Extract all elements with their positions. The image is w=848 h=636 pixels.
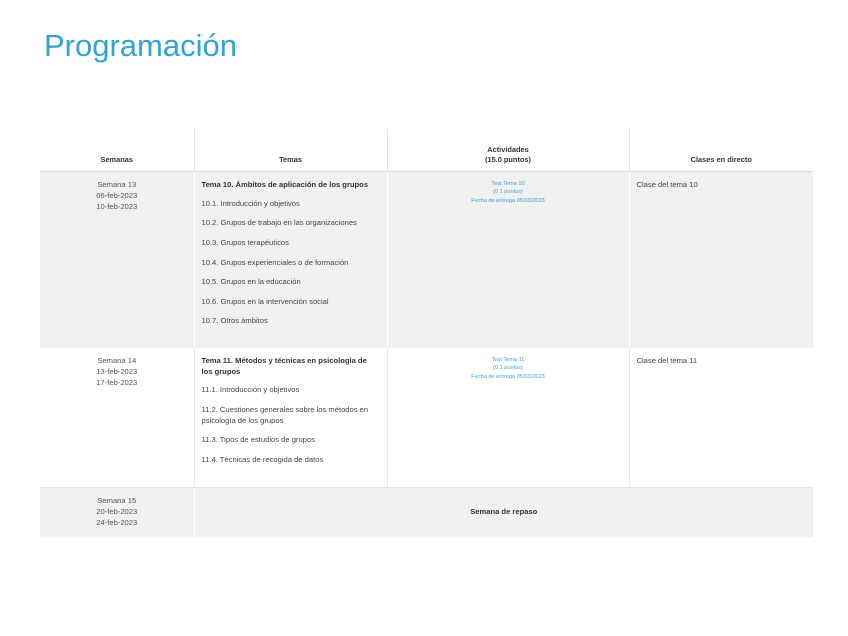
week-start-date: 13-feb-2023 — [96, 366, 138, 376]
table-row — [40, 488, 813, 538]
live-class-label: Clase del tema 11 — [636, 356, 698, 365]
header-live-classes: Clases en directo — [629, 129, 813, 172]
subtopic-item: 10.1. Introducción y objetivos — [201, 198, 300, 208]
review-week-cell: Semana de repaso — [194, 488, 813, 538]
topic-cell — [194, 172, 387, 349]
subtopic-item: 10.3. Grupos terapéuticos — [201, 237, 289, 247]
activity-due-date: Fecha de entrega 05/03/2023 — [471, 197, 545, 204]
table-row — [40, 172, 813, 349]
week-label: Semana 15 — [97, 496, 137, 505]
topic-cell — [194, 348, 387, 488]
topic-title: Tema 11. Métodos y técnicas en psicología de los grupos — [201, 356, 367, 376]
subtopic-item: 11.1. Introducción y objetivos — [201, 385, 300, 395]
activity-due-date: Fecha de entrega 05/03/2023 — [471, 373, 545, 380]
subtopic-item: 10.6. Grupos en la intervención social — [201, 296, 329, 306]
header-activities-label: Actividades — [487, 145, 529, 155]
week-start-date: 20-feb-2023 — [96, 506, 138, 516]
page-title: Programación — [44, 28, 237, 63]
subtopic-item: 11.4. Técnicas de recogida de datos — [201, 454, 324, 464]
subtopic-item: 11.3. Tipos de estudios de grupos — [201, 435, 315, 445]
week-end-date: 17-feb-2023 — [96, 377, 138, 387]
week-end-date: 10-feb-2023 — [96, 201, 138, 211]
subtopic-item: 11.2. Cuestiones generales sobre los métodos en psicología de los grupos — [201, 404, 369, 425]
activity-points: (0.1 puntos) — [493, 189, 523, 196]
activity-points: (0.1 puntos) — [493, 365, 523, 372]
header-activities — [387, 129, 629, 172]
week-cell — [40, 488, 194, 538]
subtopic-item: 10.2. Grupos de trabajo en las organizaciones — [201, 218, 357, 228]
activity-link[interactable]: Test Tema 10 — [491, 181, 525, 187]
subtopic-item: 10.4. Grupos experienciales o de formación — [201, 257, 349, 267]
header-activities-points: (15.0 puntos) — [485, 155, 531, 165]
week-cell — [40, 172, 194, 349]
week-label: Semana 13 — [97, 180, 137, 189]
schedule-table — [40, 129, 813, 537]
subtopic-item: 10.7. Otros ámbitos — [201, 316, 268, 326]
topic-title: Tema 10. Ámbitos de aplicación de los grupos — [201, 180, 369, 189]
week-label: Semana 14 — [97, 356, 137, 365]
week-end-date: 24-feb-2023 — [96, 517, 138, 527]
table-row — [40, 348, 813, 488]
week-cell — [40, 348, 194, 488]
header-weeks: Semanas — [40, 129, 194, 172]
live-class-label: Clase del tema 10 — [636, 180, 698, 189]
subtopic-item: 10.5. Grupos en la educación — [201, 277, 301, 287]
activity-link[interactable]: Test Tema 11 — [491, 357, 525, 363]
week-start-date: 06-feb-2023 — [96, 190, 138, 200]
live-class-cell — [629, 348, 813, 488]
activity-cell — [387, 172, 629, 349]
live-class-cell — [629, 172, 813, 349]
table-header-row — [40, 129, 813, 172]
activity-cell — [387, 348, 629, 488]
header-topics: Temas — [194, 129, 387, 172]
